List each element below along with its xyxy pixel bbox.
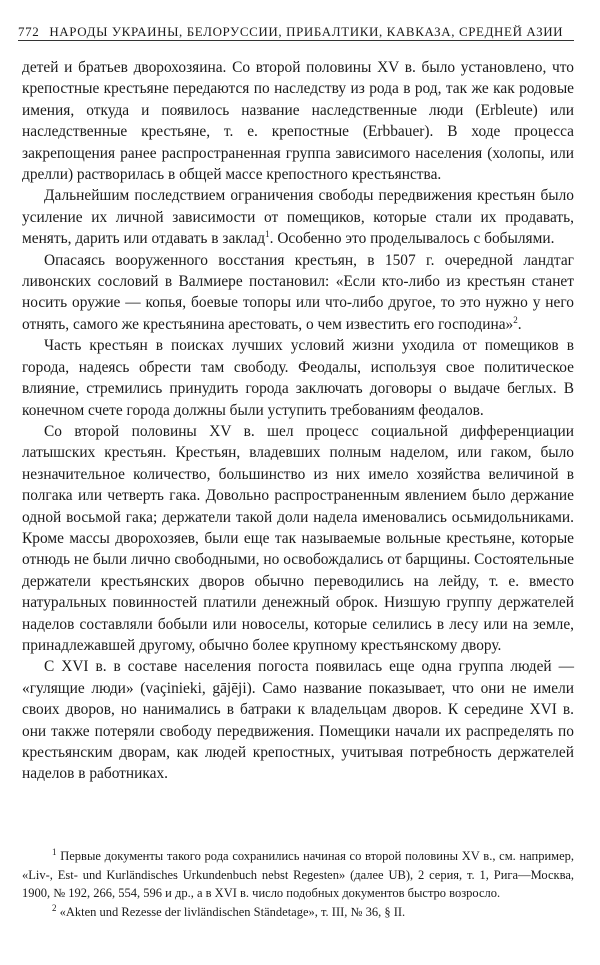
footnote-2 (22, 903, 574, 922)
main-text (22, 57, 574, 785)
footnote-mark-1: 1 (52, 846, 57, 857)
paragraph-3 (22, 250, 574, 336)
footnote-1-text: Первые документы такого рода сохранились начиная со второй половины XV в., см. например, «Liv-, Est- und Kurländisches Urkundenbuch nebst Regesten» (далее UB), 2 серия, т. 1, Рига—Москва, 1900, № 192, 266, 554, 596 и др., а в XVI в. число подобных документов быстро возросло. (22, 849, 574, 900)
footnote-ref-2[interactable]: 2 (513, 314, 518, 325)
page-number: 772 (18, 24, 40, 39)
footnote-1 (22, 847, 574, 903)
footnotes (22, 847, 574, 921)
footnote-ref-1[interactable]: 1 (265, 229, 270, 240)
paragraph-2-tail: . Особенно это проделывалось с бобылями. (269, 230, 555, 248)
footnote-mark-2: 2 (52, 902, 57, 913)
paragraph-2 (22, 185, 574, 249)
paragraph-6: С XVI в. в составе населения погоста появилась еще одна группа людей — «гулящие люди» (vaçinieki, gājēji). Само название показывает, что они не имели своих дворов, но нанимались в батраки к владельцам дворов. К середине XVI в. они также потеряли свободу передвижения. Помещики начали их распределять по крестьянским дворам, как людей крепостных, учитывая потребность держателей наделов в работниках. (22, 658, 574, 783)
paragraph-1: детей и братьев дворохозяина. Со второй половины XV в. было установлено, что крепостные крестьяне передаются по наследству из рода в род, так же как родовые имения, откуда и появилось название наследственные люди (Erbleute) или наследственные крестьяне, т. е. крепостные (Erbbauer). В ходе процесса закрепощения ранее распространенная группа зависимого населения (холопы, или дрелли) растворилась в общей массе крепостного крестьянства. (22, 59, 574, 184)
paragraph-4: Часть крестьян в поисках лучших условий жизни уходила от помещиков в города, надеясь обрести там свободу. Феодалы, используя свое политическое влияние, стремились принудить города заключать договоры о выдаче беглых. В конечном счете города должны были уступить требованиям феодалов. (22, 337, 574, 419)
paragraph-2-text: Дальнейшим последствием ограничения свободы передвижения крестьян было усиление их личной зависимости от помещиков, которые стали их продавать, менять, дарить или отдавать в заклад (22, 187, 574, 248)
running-title: НАРОДЫ УКРАИНЫ, БЕЛОРУССИИ, ПРИБАЛТИКИ, КАВКАЗА, СРЕДНЕЙ АЗИИ (49, 24, 564, 39)
paragraph-3-tail: . (517, 315, 522, 333)
paragraph-3-text: Опасаясь вооруженного восстания крестьян, в 1507 г. очередной ландтаг ливонских сословий в Валмиере постановил: «Если кто-либо из крестьян станет носить оружие — копья, боевые топоры или что-либо другое, то это нужно у него отнять, самого же крестьянина арестовать, о чем известить его господина» (22, 251, 574, 333)
running-header (18, 18, 574, 41)
footnote-2-text: «Akten und Rezesse der livländischen Ständetage», т. III, № 36, § II. (56, 904, 406, 919)
paragraph-5: Со второй половины XV в. шел процесс социальной дифференциации латышских крестьян. Крестьян, владевших полным наделом, или гаком, было незначительное количество, большинство из них имело хозяйства величиной в полгака или четверть гака. Довольно распространенным явлением было держание одной восьмой гака; держатели такой доли надела именовались осьмидольниками. Кроме массы дворохозяев, были еще так называемые вольные крестьяне, которые отнюдь не были лично свободными, но освобождались от барщины. Состоятельные держатели крестьянских дворов обычно переводились на лейду, т. е. вместо натуральных повинностей платили денежный оброк. Низшую группу держателей наделов составляли бобыли или новоселы, которые селились в лесу или на земле, принадлежавшей другому, обычно более крупному крестьянскому двору. (22, 422, 574, 654)
